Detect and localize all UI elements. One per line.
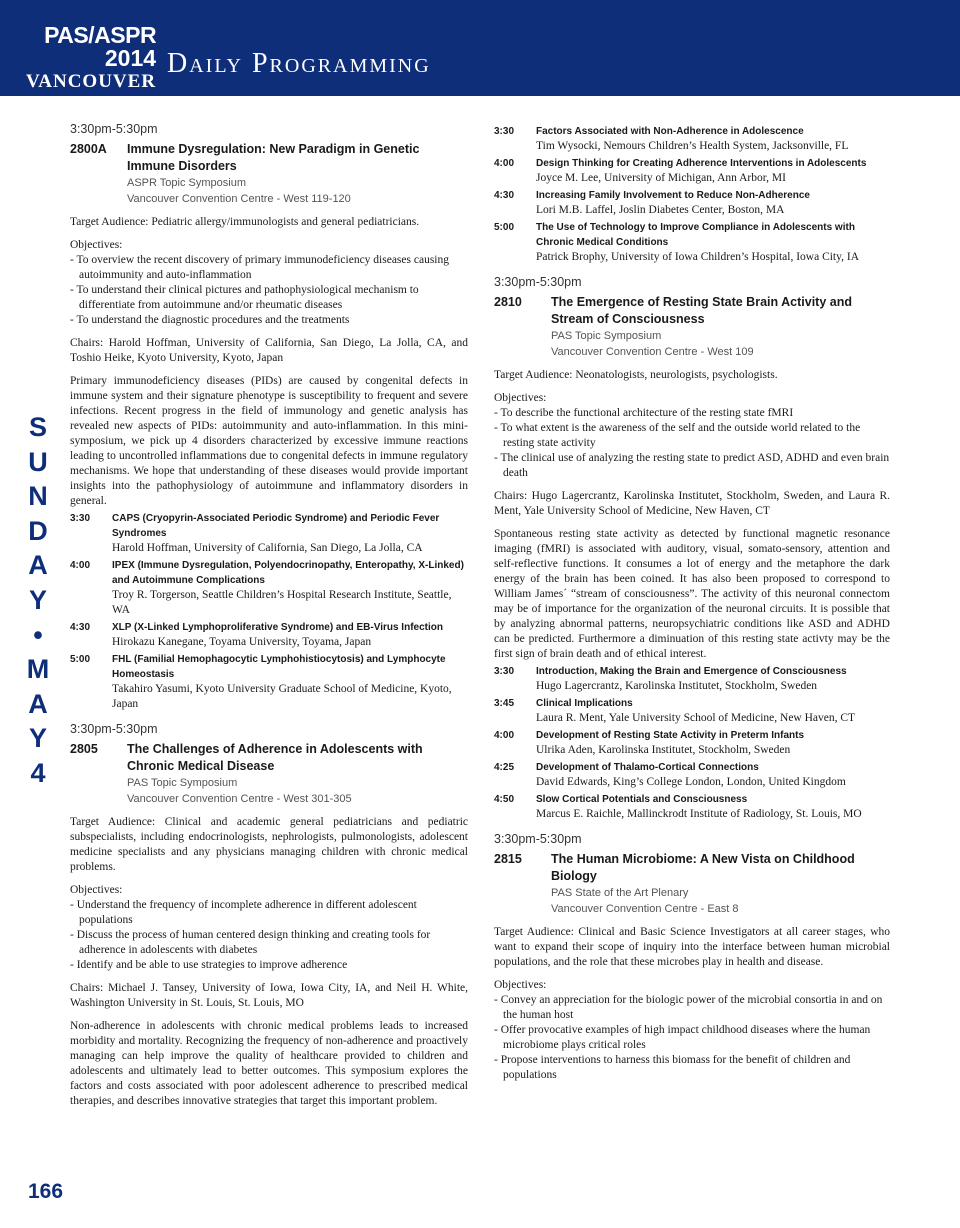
session-time: 3:30pm-5:30pm <box>70 722 158 736</box>
session-description: Primary immunodeficiency diseases (PIDs) are caused by congenital defects in immune system and their signature phenotype is susceptibility to frequent and severe infections. Recent progress in the field of immunology and genetic analysis has revealed new aspects of PIDs: autoimmunity and auto-inflammation. In this mini-symposium, we pick up 4 disorders characterized by excessive immune reactions leading to uncontrolled inflammations due to congenital defects in immune regulatory mechanisms. We hope that understanding of these diseases would provide important insights into the pathophysiology of autoimmune and inflammatory disorders in general. <box>70 375 468 507</box>
objective-item: - Convey an appreciation for the biologic power of the microbial consortia in and on the human host <box>494 994 883 1021</box>
session-title: The Emergence of Resting State Brain Activity and Stream of Consciousness <box>551 295 852 326</box>
side-letter: N <box>28 481 48 512</box>
side-letter: Y <box>28 723 47 754</box>
talk-title: Design Thinking for Creating Adherence Interventions in Adolescents <box>536 158 867 169</box>
session-header <box>70 141 468 207</box>
objectives <box>494 978 890 1083</box>
logo-line-1: PAS/ASPR <box>44 22 157 48</box>
session-title: The Challenges of Adherence in Adolescents with Chronic Medical Disease <box>127 742 423 773</box>
talk-title: IPEX (Immune Dysregulation, Polyendocrinopathy, Enteropathy, X-Linked) and Autoimmune Complications <box>112 560 464 586</box>
page-number: 166 <box>28 1180 64 1203</box>
page-header <box>0 0 960 96</box>
talk-title: Factors Associated with Non-Adherence in Adolescence <box>536 126 804 137</box>
objective-item: - Offer provocative examples of high impact childhood diseases where the human microbiome plays critical roles <box>494 1024 871 1051</box>
right-column <box>494 122 890 1083</box>
session-type: ASPR Topic Symposium <box>127 177 247 189</box>
talk-item <box>494 792 890 822</box>
objective-item: - To overview the recent discovery of primary immunodeficiency diseases causing autoimmunity and auto-inflammation <box>70 254 449 281</box>
talk-time: 3:30 <box>70 513 91 524</box>
talk-time: 5:00 <box>494 222 515 233</box>
talk-title: Development of Resting State Activity in Preterm Infants <box>536 730 805 741</box>
talk-item <box>494 664 890 694</box>
talk-time: 5:00 <box>70 654 91 665</box>
session-header <box>494 294 890 360</box>
session-time: 3:30pm-5:30pm <box>70 122 158 136</box>
objectives-label: Objectives: <box>70 884 123 896</box>
target-audience: Target Audience: Clinical and academic general pediatricians and pediatric subspecialists, including endocrinologists, nephrologists, pulmonologists, adolescent medicine specialists and any physicians managing children with chronic medical problems. <box>70 816 468 873</box>
talk-title: XLP (X-Linked Lymphoproliferative Syndrome) and EB-Virus Infection <box>112 622 443 633</box>
side-letter: M <box>26 654 50 685</box>
talk-speaker: Hugo Lagercrantz, Karolinska Institutet, Stockholm, Sweden <box>536 680 818 692</box>
side-letter: D <box>28 515 48 546</box>
session-type: PAS Topic Symposium <box>551 330 662 342</box>
objectives-label: Objectives: <box>70 239 123 251</box>
session-number: 2800A <box>70 142 107 156</box>
talk-title: Introduction, Making the Brain and Emergence of Consciousness <box>536 666 847 677</box>
talk-item <box>494 124 890 154</box>
objective-item: - Propose interventions to harness this biomass for the benefit of children and populations <box>494 1054 851 1081</box>
objectives <box>494 391 890 481</box>
talk-speaker: Marcus E. Raichle, Mallinckrodt Institute of Radiology, St. Louis, MO <box>536 808 862 820</box>
objective-item: - Understand the frequency of incomplete adherence in different adolescent populations <box>70 899 417 926</box>
session-time: 3:30pm-5:30pm <box>494 832 582 846</box>
left-column <box>70 122 468 1109</box>
talk-item <box>494 188 890 218</box>
session-location: Vancouver Convention Centre - West 119-120 <box>127 193 351 205</box>
talk-title: Slow Cortical Potentials and Consciousness <box>536 794 748 805</box>
logo-line-3: VANCOUVER <box>26 71 157 92</box>
talk-time: 4:30 <box>70 622 91 633</box>
session-header <box>494 851 890 917</box>
talk-title: Clinical Implications <box>536 698 633 709</box>
talk-speaker: Troy R. Torgerson, Seattle Children’s Hospital Research Institute, Seattle, WA <box>112 589 452 616</box>
objective-item: - Discuss the process of human centered design thinking and creating tools for adherence in adolescents with diabetes <box>70 929 431 956</box>
side-letter: U <box>28 446 48 477</box>
session-chairs: Chairs: Hugo Lagercrantz, Karolinska Institutet, Stockholm, Sweden, and Laura R. Ment, Yale University School of Medicine, New Haven, CT <box>494 490 890 517</box>
target-audience: Target Audience: Clinical and Basic Science Investigators at all career stages, who want to expand their scope of inquiry into the interface between human microbial populations, and the role that these microbes play in health and disease. <box>494 926 890 968</box>
pas-aspr-logo <box>26 24 156 91</box>
session-chairs: Chairs: Michael J. Tansey, University of Iowa, Iowa City, IA, and Neil H. White, Washington University in St. Louis, St. Louis, MO <box>70 982 468 1009</box>
objective-item: - Identify and be able to use strategies to improve adherence <box>70 959 348 971</box>
talk-item <box>70 620 468 650</box>
talk-time: 3:30 <box>494 126 515 137</box>
talk-title: The Use of Technology to Improve Compliance in Adolescents with Chronic Medical Conditions <box>536 222 855 248</box>
side-letter: • <box>33 619 43 650</box>
talk-speaker: Joyce M. Lee, University of Michigan, Ann Arbor, MI <box>536 172 786 184</box>
talk-speaker: Hirokazu Kanegane, Toyama University, Toyama, Japan <box>112 636 372 648</box>
talk-item <box>494 220 890 265</box>
talk-time: 4:50 <box>494 794 515 805</box>
talk-item <box>494 156 890 186</box>
talk-time: 3:45 <box>494 698 515 709</box>
session-location: Vancouver Convention Centre - West 109 <box>551 346 754 358</box>
session-chairs: Chairs: Harold Hoffman, University of California, San Diego, La Jolla, CA, and Toshio Heike, Kyoto University, Kyoto, Japan <box>70 337 468 364</box>
session-description: Non-adherence in adolescents with chronic medical problems leads to increased morbidity and mortality. Recognizing the frequency of non-adherence and proactively managing can help improve the quality of healthcare provided to children and adolescents and ultimately lead to better outcomes. This symposium explores the factors and costs associated with poor adolescent adherence to prescribed medical therapies, and describes innovative strategies that target this important problem. <box>70 1020 468 1107</box>
side-letter: A <box>28 688 48 719</box>
logo-line-2: 2014 <box>104 45 157 71</box>
talk-speaker: Laura R. Ment, Yale University School of Medicine, New Haven, CT <box>536 712 856 724</box>
header-title: Daily Programming <box>167 48 431 79</box>
talk-speaker: Ulrika Aden, Karolinska Institutet, Stockholm, Sweden <box>536 744 791 756</box>
side-letter: A <box>28 550 48 581</box>
talk-title: CAPS (Cryopyrin-Associated Periodic Syndrome) and Periodic Fever Syndromes <box>112 513 440 539</box>
talk-item <box>70 511 468 556</box>
talk-speaker: David Edwards, King’s College London, London, United Kingdom <box>536 776 846 788</box>
talk-time: 4:00 <box>494 730 515 741</box>
talk-item <box>70 558 468 618</box>
objective-item: - The clinical use of analyzing the resting state to predict ASD, ADHD and even brain death <box>494 452 890 479</box>
objective-item: - To understand their clinical pictures and pathophysiological mechanism to differentiate from autoimmune and/or rheumatic diseases <box>70 284 419 311</box>
objective-item: - To what extent is the awareness of the self and the outside world related to the resting state activity <box>494 422 861 449</box>
talk-title: Increasing Family Involvement to Reduce Non-Adherence <box>536 190 810 201</box>
talk-time: 4:25 <box>494 762 515 773</box>
talk-item <box>494 728 890 758</box>
talk-title: FHL (Familial Hemophagocytic Lymphohistiocytosis) and Lymphocyte Homeostasis <box>112 654 446 680</box>
session-type: PAS State of the Art Plenary <box>551 887 689 899</box>
side-letter: 4 <box>30 757 46 788</box>
objectives-label: Objectives: <box>494 979 547 991</box>
talk-title: Development of Thalamo-Cortical Connections <box>536 762 759 773</box>
objective-item: - To understand the diagnostic procedures and the treatments <box>70 314 350 326</box>
session-header <box>70 741 468 807</box>
session-title: Immune Dysregulation: New Paradigm in Genetic Immune Disorders <box>127 142 420 173</box>
session-number: 2815 <box>494 852 522 866</box>
side-letter: S <box>28 412 47 442</box>
session-location: Vancouver Convention Centre - East 8 <box>551 903 739 915</box>
session-number: 2805 <box>70 742 98 756</box>
talk-speaker: Lori M.B. Laffel, Joslin Diabetes Center, Boston, MA <box>536 204 785 216</box>
talk-speaker: Harold Hoffman, University of California, San Diego, La Jolla, CA <box>112 542 423 554</box>
talk-time: 3:30 <box>494 666 515 677</box>
talk-speaker: Patrick Brophy, University of Iowa Children’s Hospital, Iowa City, IA <box>536 251 860 263</box>
talk-speaker: Tim Wysocki, Nemours Children’s Health System, Jacksonville, FL <box>536 140 849 152</box>
talk-time: 4:00 <box>494 158 515 169</box>
session-title: The Human Microbiome: A New Vista on Childhood Biology <box>551 852 855 883</box>
session-description: Spontaneous resting state activity as detected by functional magnetic resonance imaging (fMRI) is associated with auditory, visual, somato-sensory, attention and self-reflective functions. It consumes a lot of energy and the metaphore the dark energy of the brain has been coined. It has also been proposed to correspond to William James´ “stream of consciousness”. The activity of this neuronal connectom may be of importance for the organization of the neuronal circuits. It is possible that by analyzing abnormal patterns, neuropsychiatric conditions like ASD and ADHD can be predicted. Furthermore a diminuation of this resting state activty may be the first sign of brain death and of ethical interest. <box>494 528 890 660</box>
objectives <box>70 883 468 973</box>
session-type: PAS Topic Symposium <box>127 777 238 789</box>
target-audience: Target Audience: Neonatologists, neurologists, psychologists. <box>494 369 778 381</box>
header-divider <box>0 96 960 110</box>
talk-item <box>494 760 890 790</box>
session-location: Vancouver Convention Centre - West 301-305 <box>127 793 352 805</box>
talk-speaker: Takahiro Yasumi, Kyoto University Graduate School of Medicine, Kyoto, Japan <box>112 683 452 710</box>
talk-item <box>494 696 890 726</box>
talk-item <box>70 652 468 712</box>
talk-time: 4:30 <box>494 190 515 201</box>
talk-time: 4:00 <box>70 560 91 571</box>
session-number: 2810 <box>494 295 522 309</box>
side-day-label <box>18 410 58 791</box>
objectives <box>70 238 468 328</box>
side-letter: Y <box>28 584 47 615</box>
objective-item: - To describe the functional architecture of the resting state fMRI <box>494 407 794 419</box>
session-time: 3:30pm-5:30pm <box>494 275 582 289</box>
target-audience: Target Audience: Pediatric allergy/immunologists and general pediatricians. <box>70 216 420 228</box>
objectives-label: Objectives: <box>494 392 547 404</box>
